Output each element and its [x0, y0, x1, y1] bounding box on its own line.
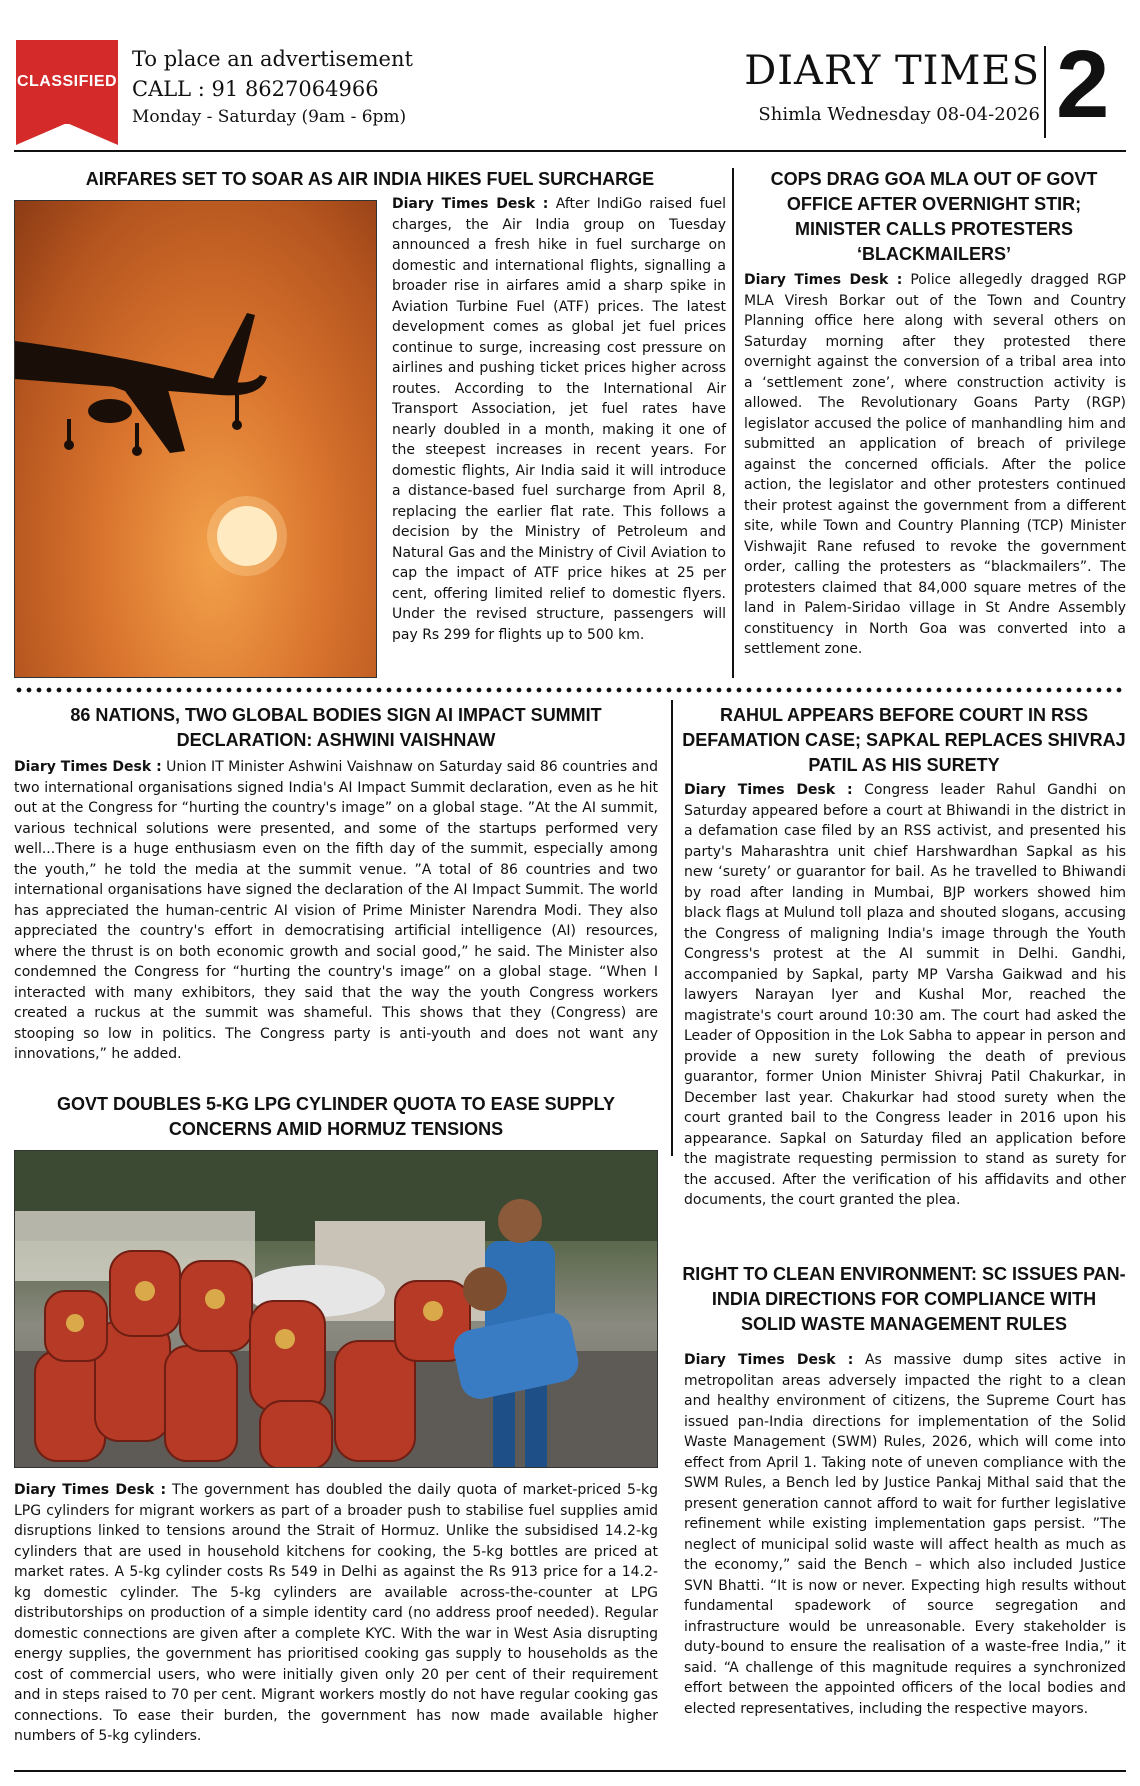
article-airfares-body — [392, 194, 726, 645]
article-environment-text: As massive dump sites active in metropolitan areas adversely impacted the right to a clean and healthy environment of citizens, the Supreme Court has issued pan-India directions for implementation of the Solid Waste Management (SWM) Rules, 2026, which will come into effect from April 1. Taking note of uneven compliance with the SWM Rules, a Bench led by Justice Pankaj Mithal said that the present generation cannot afford to wait for further legislative refinement while existing implementation gaps persist. ”The neglect of municipal solid waste will affect health as much as the economy,” said the Bench – which also included Justice SVN Bhatti. “It is now or never. Expecting high results without fundamental spadework of source segregation and infrastructure would be unreasonable. Every stakeholder is duty-bound to ensure the realisation of a waste-free India,” it said. “A challenge of this magnitude requires a synchronized effort between the appointed officers of the local bodies and elected representatives, including the respective mayors. — [684, 1352, 1126, 1717]
article-ai-summit-headline: 86 NATIONS, TWO GLOBAL BODIES SIGN AI IMPACT SUMMIT DECLARATION: ASHWINI VAISHNAW — [70, 705, 602, 750]
article-airfares-headline-wrap — [14, 167, 726, 192]
article-lpg-desk: Diary Times Desk : — [14, 1482, 167, 1498]
article-rahul-body — [684, 780, 1126, 1211]
article-airfares-text: After IndiGo raised fuel charges, the Air India group on Tuesday announced a fresh hike in fuel surcharge on domestic and international flights, signalling a broader rise in airfares amid a sharp spike in Aviation Turbine Fuel (ATF) prices. The latest development comes as global jet fuel prices continue to surge, increasing cost pressure on airlines and pushing ticket prices higher across routes. According to the International Air Transport Association, jet fuel rates have nearly doubled in a month, making it one of the steepest increases in recent years. For domestic flights, Air India said it will introduce a distance-based fuel surcharge from April 8, replacing the earlier flat rate. This follows a decision by the Ministry of Petroleum and Natural Gas and the Ministry of Civil Aviation to cap the impact of ATF price hikes at 25 per cent, offering limited relief to domestic flyers. Under the revised structure, passengers will pay Rs 299 for flights up to 500 km. — [392, 196, 726, 643]
article-ai-summit-body — [14, 757, 658, 1065]
classified-tag — [16, 40, 118, 124]
article-lpg-headline-wrap — [14, 1092, 658, 1142]
lpg-cylinders-photo — [14, 1150, 658, 1468]
column-divider-top — [732, 168, 734, 678]
classified-banner — [16, 40, 118, 146]
footer-rule — [14, 1770, 1126, 1772]
ad-line-phone: CALL : 91 8627064966 — [132, 77, 379, 101]
article-goa-headline-wrap — [742, 167, 1126, 267]
masthead — [744, 44, 1040, 130]
article-environment-headline: RIGHT TO CLEAN ENVIRONMENT: SC ISSUES PAN-INDIA DIRECTIONS FOR COMPLIANCE WITH SOLID WASTE MANAGEMENT RULES — [682, 1264, 1126, 1334]
article-environment-body — [684, 1350, 1126, 1719]
article-goa-text: Police allegedly dragged RGP MLA Viresh Borkar out of the Town and Country Planning office here along with several others on Saturday morning after they protested there overnight against the conversion of a tribal area into a ‘settlement zone’, where construction activity is allowed. The Revolutionary Goans Party (RGP) legislator accused the police of manhandling him and submitted an application of breach of privilege against the concerned officials. After the police action, the legislator and other protesters continued their protest against the government from a different site, while Town and Country Planning (TCP) Minister Vishwajit Rane refused to revoke the government order, calling the protesters as “blackmailers”. The protesters claimed that 84,000 square metres of the land in Palem-Siridao village in St Andre Assembly constituency in North Goa was converted into a settlement zone. — [744, 272, 1126, 657]
airplane-illustration — [15, 201, 377, 678]
ad-line-heading: To place an advertisement — [132, 47, 413, 71]
classified-label: CLASSIFIED — [16, 73, 118, 90]
article-goa-desk: Diary Times Desk : — [744, 272, 903, 288]
article-lpg-body — [14, 1480, 658, 1747]
page-number: 2 — [1056, 31, 1110, 138]
article-lpg-text: The government has doubled the daily quota of market-priced 5-kg LPG cylinders for migrant workers as part of a broader push to stabilise fuel supplies amid disruptions linked to tensions around the Strait of Hormuz. Unlike the subsidised 14.2-kg cylinders that are used in household kitchens for cooking, the 5-kg bottles are priced at market rates. A 5-kg cylinder costs Rs 549 in Delhi as against the Rs 913 price for a 14.2-kg domestic cylinder. The 5-kg cylinders are available across-the-counter at LPG distributorships on production of a simple identity card (no address proof needed). Regular domestic connections are given after a complete KYC. With the war in West Asia disrupting energy supplies, the government has prioritised cooking gas supply to households as the cost of commercial users, who were initially given only 20 per cent of their requirement and in steps raised to 70 per cent. Migrant workers mostly do not have regular cooking gas connections. To ease their burden, the government has now made available higher numbers of 5-kg cylinders. — [14, 1482, 658, 1744]
article-goa-headline: COPS DRAG GOA MLA OUT OF GOVT OFFICE AFTER OVERNIGHT STIR; MINISTER CALLS PROTESTERS ‘BLACKMAILERS’ — [770, 169, 1098, 264]
lpg-cylinders-illustration — [15, 1151, 658, 1468]
dateline: Shimla Wednesday 08-04-2026 — [758, 104, 1040, 125]
article-ai-summit-text: Union IT Minister Ashwini Vaishnaw on Saturday said 86 countries and two international organisations signed India's AI Impact Summit declaration, even as he hit out at the Congress for “hurting the country's image” on a global stage. ”At the AI summit, various technical solutions were presented, and some of the startups performed very well...There is a huge enthusiasm even on the fifth day of the summit, especially among the youth,” he told the media at the summit venue. ”A total of 86 countries and two international organisations have signed the declaration of the AI Impact Summit. The world has appreciated the human-centric AI vision of Prime Minister Narendra Modi. They also appreciated the country's effort in democratising artificial intelligence (AI) resources, where the thrust is on both economic growth and social good,” he said. The Minister also condemned the Congress for “hurting the country's image” on a global stage. “When I interacted with many exhibitors, they said that the way the youth Congress workers created a ruckus at the summit was shameful. This shows that they (Congress) are stooping so low in politics. The Congress party is anti-youth and does not want any innovations,” he added. — [14, 759, 658, 1062]
article-rahul-desk: Diary Times Desk : — [684, 782, 853, 798]
banner-ribbon-tail — [16, 123, 118, 145]
article-rahul-headline-wrap — [682, 703, 1126, 778]
article-airfares-headline: AIRFARES SET TO SOAR AS AIR INDIA HIKES FUEL SURCHARGE — [85, 169, 655, 189]
article-airfares-desk: Diary Times Desk : — [392, 196, 549, 212]
article-ai-summit-headline-wrap — [14, 703, 658, 753]
advertisement-info — [132, 44, 413, 130]
ad-line-hours: Monday - Saturday (9am - 6pm) — [132, 107, 407, 127]
section-dotted-divider — [14, 687, 1126, 693]
article-environment-headline-wrap — [682, 1262, 1126, 1337]
article-ai-summit-desk: Diary Times Desk : — [14, 759, 162, 775]
column-divider-bottom — [671, 700, 673, 1156]
article-lpg-headline: GOVT DOUBLES 5-KG LPG CYLINDER QUOTA TO EASE SUPPLY CONCERNS AMID HORMUZ TENSIONS — [56, 1094, 616, 1139]
header-rule — [14, 150, 1126, 152]
masthead-divider — [1044, 46, 1046, 138]
airplane-sunset-photo — [14, 200, 377, 678]
article-environment-desk: Diary Times Desk : — [684, 1352, 854, 1368]
article-rahul-headline: RAHUL APPEARS BEFORE COURT IN RSS DEFAMATION CASE; SAPKAL REPLACES SHIVRAJ PATIL AS HIS SURETY — [682, 705, 1126, 775]
newspaper-title: DIARY TIMES — [744, 48, 1040, 94]
article-goa-body — [744, 270, 1126, 660]
article-rahul-text: Congress leader Rahul Gandhi on Saturday appeared before a court at Bhiwandi in the district in a defamation case filed by an RSS activist, and presented his party's Maharashtra unit chief Harshwardhan Sapkal as his new ‘surety’ or guarantor for bail. As he travelled to Bhiwandi by road after landing in Mumbai, BJP workers showed him black flags at Mulund toll plaza and shouted slogans, accusing the Congress of maligning India's image through the Youth Congress's protest at the AI summit in Delhi. Gandhi, accompanied by Sapkal, party MP Varsha Gaikwad and his lawyers Narayan Iyer and Kushal Mor, reached the magistrate's court around 10:30 am. The court had asked the Leader of Opposition in the Lok Sabha to appear in person and provide a new surety following the death of previous guarantor, former Union Minister Shivraj Patil Chakurkar, in December last year. Chakurkar had stood surety when the court granted bail to the Congress leader in 2016 upon his appearance. Sapkal on Saturday filed an application before the magistrate requesting permission to stand as surety for the accused. After the verification of his affidavits and other documents, the court granted the plea. — [684, 782, 1126, 1208]
